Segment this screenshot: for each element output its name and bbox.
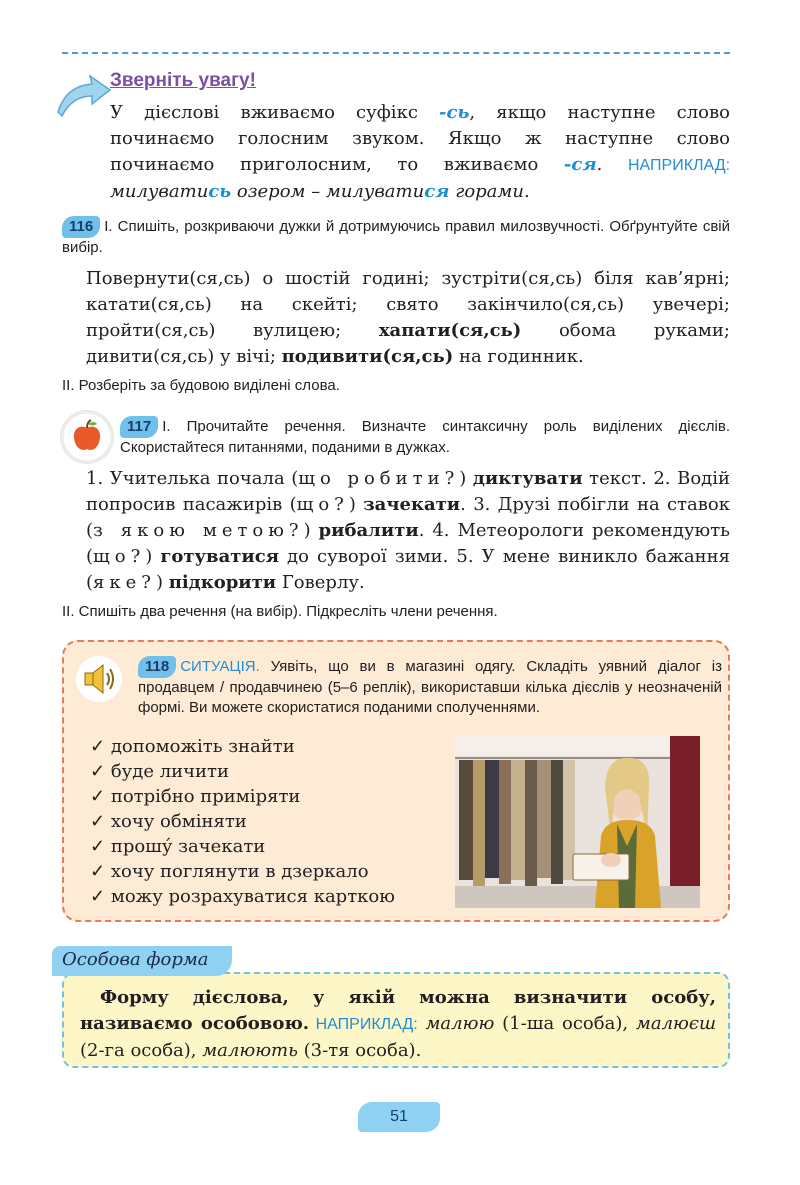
task-117-badge: 117 xyxy=(120,416,158,438)
task-116-text: Повернути(ся,сь) о шостій годині; зустріти(ся,сь) біля кав’ярні; катати(ся,сь) на скейті; свято закінчило(ся,сь) увечері; пройти(ся,сь) вулицею; хапати(ся,сь) обома руками; дивити(ся,сь) у вічі; подивити(ся,сь) на годинник. xyxy=(86,268,730,367)
list-item: ✓ хочу обміняти xyxy=(90,811,247,832)
task-117-instruction: 117 І. Прочитайте речення. Визначте синтаксичну роль виділених дієслів. Скористайтеся питаннями, поданими в дужках. xyxy=(120,418,730,456)
attention-text: У дієслові вживаємо суфікс -сь, якщо наступне слово починаємо голосним звуком. Якщо ж наступне слово починаємо приголосним, то вживаємо -ся. НАПРИКЛАД: милуватись озером – милуватися горами. xyxy=(110,102,731,202)
list-item: ✓ буде личити xyxy=(90,761,229,782)
special-form-text: Форму дієслова, у якій можна визначити особу, називаємо особовою. НАПРИКЛАД: малюю (1-ша особа), малюєш (2-га особа), малюють (3-тя особа). xyxy=(80,987,717,1061)
clothing-store-photo xyxy=(455,736,700,908)
page-number: 51 xyxy=(390,1108,408,1125)
attention-title: Зверніть увагу! xyxy=(110,70,256,91)
task-117-text: 1. Учителька почала (що робити?) диктувати текст. 2. Водій попросив пасажирів (що?) зачекати. 3. Друзі побігли на ставок (з якою метою?) рибалити. 4. Метеорологи рекомендують (що?) готуватися до суворої зими. 5. У мене виникло бажання (яке?) підкорити Говерлу. xyxy=(86,468,730,593)
list-item: ✓ допоможіть знайти xyxy=(90,736,295,757)
task-116-badge: 116 xyxy=(62,216,100,238)
list-item: ✓ хочу поглянути в дзеркало xyxy=(90,861,369,882)
task-116-part2: ІІ. Розберіть за будовою виділені слова. xyxy=(62,377,340,394)
list-item: ✓ можу розрахуватися карткою xyxy=(90,886,395,907)
task-118-badge: 118 xyxy=(138,656,176,678)
special-form-title: Особова форма xyxy=(62,949,209,970)
task-117-part2: ІІ. Спишіть два речення (на вибір). Підкресліть члени речення. xyxy=(62,603,498,620)
phrase-list xyxy=(90,734,450,909)
curved-arrow-icon xyxy=(54,72,114,120)
top-divider xyxy=(62,52,730,54)
list-item: ✓ прошу́ зачекати xyxy=(90,836,266,857)
task-118-instruction: 118 СИТУАЦІЯ. Уявіть, що ви в магазині одягу. Складіть уявний діалог із продавцем / продавчинею (5–6 реплік), використавши кілька дієслів у неозначеній формі. Ви можете скористатися поданими сполученнями. xyxy=(138,658,722,716)
apple-icon xyxy=(62,412,112,462)
speaker-icon xyxy=(76,656,122,702)
list-item: ✓ потрібно приміряти xyxy=(90,786,301,807)
task-116-instruction: 116 І. Спишіть, розкриваючи дужки й дотримуючись правил милозвучності. Обґрунтуйте свій вибір. xyxy=(62,218,730,256)
